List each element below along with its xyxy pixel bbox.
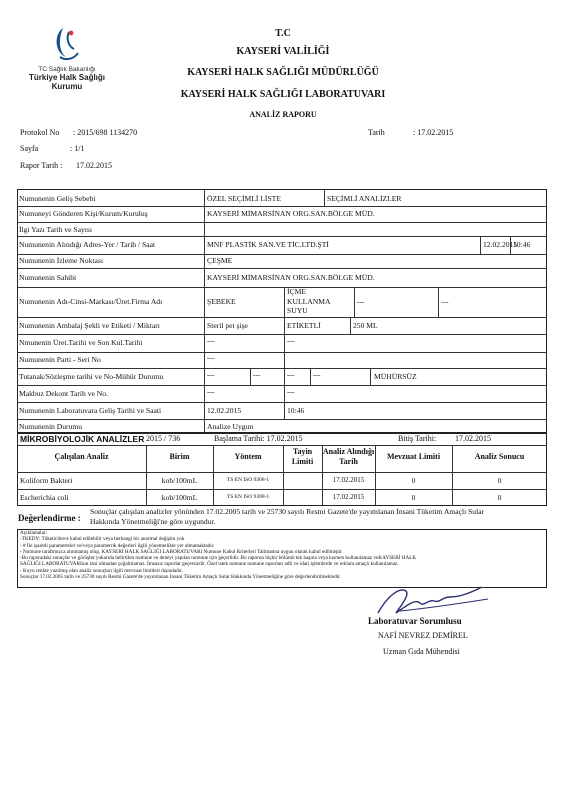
letter-label: İlgi Yazı Tarih ve Sayısı — [19, 225, 92, 234]
signature-image — [370, 585, 500, 619]
note-line: -Bu raporadaki sonuçlar ve görüşler yukarıda belirtilen numune ve deneyi yapılan numune için geçerlidir. Bu raporun hiçbir bölümü tek başına veya kısmen kullanılamaz veKAYSERİ HALK — [20, 555, 417, 562]
logo-line-1: TC Sağlık Bakanlığı — [38, 66, 96, 73]
micro-end-label: Bitiş Tarihi: — [398, 434, 437, 443]
col-result: Analiz Sonucu — [474, 452, 525, 461]
row-method: TS EN ISO 9308-1 — [226, 477, 270, 483]
name-value: ŞEBEKE — [207, 297, 236, 306]
row-analysis: Escherichia coli — [20, 493, 69, 502]
row-date: 17.02.2015 — [332, 493, 365, 501]
report-dash-4: --- — [313, 370, 321, 379]
evaluation-text-1: Sonuçlar çalışılan analizler yönünden 17.02.2005 tarih ve 25730 sayılı Resmi Gazete'de yayımlanan İnsani Tüketim Amaçlı Sular — [90, 507, 485, 516]
row-method: TS EN ISO 9308-1 — [226, 494, 270, 500]
report-dash-3: --- — [287, 370, 295, 379]
page-value: : 1/1 — [70, 144, 85, 153]
lot-dash: --- — [207, 353, 215, 362]
owner-value: KAYSERİ MİMARSİNAN ORG.SAN.BÖLGE MÜD. — [207, 273, 375, 282]
note-line: - Koyu renkte yazılmış olan analiz sonuçları ilgili mevzuat limitleri dışındadır. — [20, 567, 183, 574]
report-dash-1: --- — [207, 370, 215, 379]
col-limit: Tayin Limiti — [291, 447, 314, 466]
monitor-value: ÇEŞME — [207, 256, 233, 265]
row-date: 17.02.2015 — [332, 476, 365, 484]
notes-title: Açıklamalar: — [20, 530, 48, 536]
prod-dash-1: --- — [207, 336, 215, 345]
name-dash-1: --- — [357, 297, 365, 306]
report-label: Tutanak/Sözleşme tarihi ve No-Mühür Durumu — [19, 372, 164, 381]
note-line: - # İle işaretli parametreler ve/veya parametrik değerleri ilgili yönetmelikte yer almamaktadır. — [20, 542, 215, 549]
micro-number: 2015 / 736 — [146, 434, 181, 443]
sender-value: KAYSERİ MİMARSİNAN ORG.SAN.BÖLGE MÜD. — [207, 209, 375, 218]
taken-date: 12.02.2015 — [483, 240, 518, 249]
pack-amount: 250 ML — [353, 321, 378, 330]
arrival-label: Numunenin Laboratuvara Geliş Tarihi ve Saati — [19, 406, 162, 415]
taken-time: 10:46 — [513, 240, 531, 249]
lot-label: Numunenin Parti - Seri No — [19, 355, 101, 364]
row-unit: kob/100mL — [161, 493, 198, 502]
signature-title: Uzman Gıda Mühendisi — [383, 647, 460, 656]
receipt-label: Makbuz Dekont Tarih ve No. — [19, 389, 108, 398]
date-label: Tarih — [368, 128, 385, 137]
report-date-label: Rapor Tarih : — [20, 161, 63, 170]
pack-value: Steril pet şişe — [207, 321, 248, 330]
reason-label: Numunenin Geliş Sebebi — [19, 194, 96, 203]
type-line-2: KULLANMA — [287, 296, 331, 306]
arrival-date: 12.02.2015 — [207, 406, 242, 415]
reason-value: ÖZEL SEÇİMLİ LİSTE — [207, 194, 281, 203]
row-result: 0 — [497, 476, 502, 485]
prod-label: Nmunenin Üret.Tarihi ve Son Kul.Tarihi — [19, 338, 143, 347]
note-line: - Numune tarafımızca alınmamış olup, KAYSERİ HALK SAĞLIĞI LABORATUVARI Numune Kabul Kriterleri Talimatına uygun olarak kabul edilmiştir. — [20, 548, 343, 555]
evaluation-text-2: Hakkında Yönetmeliği'ne göre uygundur. — [90, 517, 216, 526]
condition-value: Analize Uygun — [207, 422, 254, 431]
protocol-label: Protokol No — [20, 128, 60, 137]
seal-value: MÜHÜRSÜZ — [374, 372, 417, 381]
header-line-3: KAYSERİ HALK SAĞLIĞI LABORATUVARI — [180, 89, 386, 100]
logo-line-2: Türkiye Halk Sağlığı — [28, 73, 106, 82]
arrival-time: 10:46 — [287, 406, 305, 415]
name-dash-2: --- — [441, 297, 449, 306]
page-label: Sayfa — [20, 144, 39, 153]
notes-section — [20, 530, 545, 580]
note-line: -TKEDY: Tüketicilerce kabul edilebilir veya herhangi bir anormal değişim yok — [20, 536, 185, 543]
logo-line-3: Kurumu — [51, 82, 83, 91]
signature-name: NAFİ NEVREZ DEMİREL — [378, 631, 468, 640]
row-regulation: 0 — [411, 493, 416, 502]
report-dash-2: --- — [253, 370, 261, 379]
header-line-1: KAYSERİ VALİLİĞİ — [236, 46, 330, 57]
note-line: Sonuçlar 17.02.2005 tarih ve 25730 sayılı Resmi Gazete'de yayımlanan İnsani Tüketim Amaçlı Sular Hakkında Yönetmeliğine göre değerlendirilmektedir. — [20, 574, 341, 581]
type-line-3: SUYU — [287, 306, 308, 315]
col-regulation: Mevzuat Limiti — [386, 452, 441, 461]
row-result: 0 — [497, 493, 502, 502]
owner-label: Numunenin Sahibi — [19, 273, 77, 282]
header-line-2: KAYSERİ HALK SAĞLIĞI MÜDÜRLÜĞÜ — [187, 67, 379, 78]
sender-label: Numuneyi Gönderen Kişi/Kurum/Kuruluş — [19, 209, 148, 218]
row-analysis: Koliform Bakteri — [20, 476, 73, 485]
col-analysis: Çalışılan Analiz — [54, 452, 109, 461]
micro-start: Başlama Tarihi: 17.02.2015 — [214, 434, 303, 443]
report-date-value: 17.02.2015 — [76, 161, 112, 170]
micro-end-value: 17.02.2015 — [455, 434, 491, 443]
type-line-1: İÇME — [287, 287, 306, 296]
pack-label: Numunenin Ambalaj Şekli ve Etiketi / Miktarı — [19, 321, 160, 330]
name-label: Numunenin Adı-Cinsi-Markası/Üret.Firma Adı — [19, 297, 163, 306]
row-regulation: 0 — [411, 476, 416, 485]
signature-role: Laboratuvar Sorumlusu — [368, 616, 462, 626]
receipt-dash-2: --- — [287, 387, 295, 396]
note-line: SAĞLIĞI LABORATUVARInın izni olmadan çoğaltılamaz. İmzasız raporlar geçersizdir. Özel istek numune numune raporları adli ve idari işlemlerde ve reklam amaçlı kullanılamaz. — [20, 561, 399, 568]
receipt-dash-1: --- — [207, 387, 215, 396]
reason-value-2: SEÇİMLİ ANALİZLER — [327, 194, 402, 203]
monitor-label: Numunenin İzleme Noktası — [19, 256, 103, 265]
report-title: ANALİZ RAPORU — [249, 110, 317, 119]
col-unit: Birim — [169, 452, 190, 461]
evaluation-label: Değerlendirme : — [18, 513, 81, 523]
pack-label-value: ETİKETLİ — [287, 321, 321, 330]
date-value: : 17.02.2015 — [413, 128, 454, 137]
type-value — [287, 287, 330, 316]
prod-dash-2: --- — [287, 336, 295, 345]
col-method: Yöntem — [234, 452, 262, 461]
micro-title: MİKROBİYOLOJİK ANALİZLER — [20, 434, 145, 444]
row-unit: kob/100mL — [161, 476, 198, 485]
header-tc: T.C — [275, 28, 291, 39]
taken-value: MNF PLASTİK SAN.VE TİC.LTD.ŞTİ — [207, 240, 329, 249]
col-date: Analiz Alındığı Tarih — [322, 447, 375, 466]
taken-label: Numunenin Alındığı Adres-Yer / Tarih / Saat — [19, 240, 156, 249]
protocol-value: : 2015/698 1134270 — [73, 128, 138, 137]
condition-label: Numunenin Durumu — [19, 422, 83, 431]
